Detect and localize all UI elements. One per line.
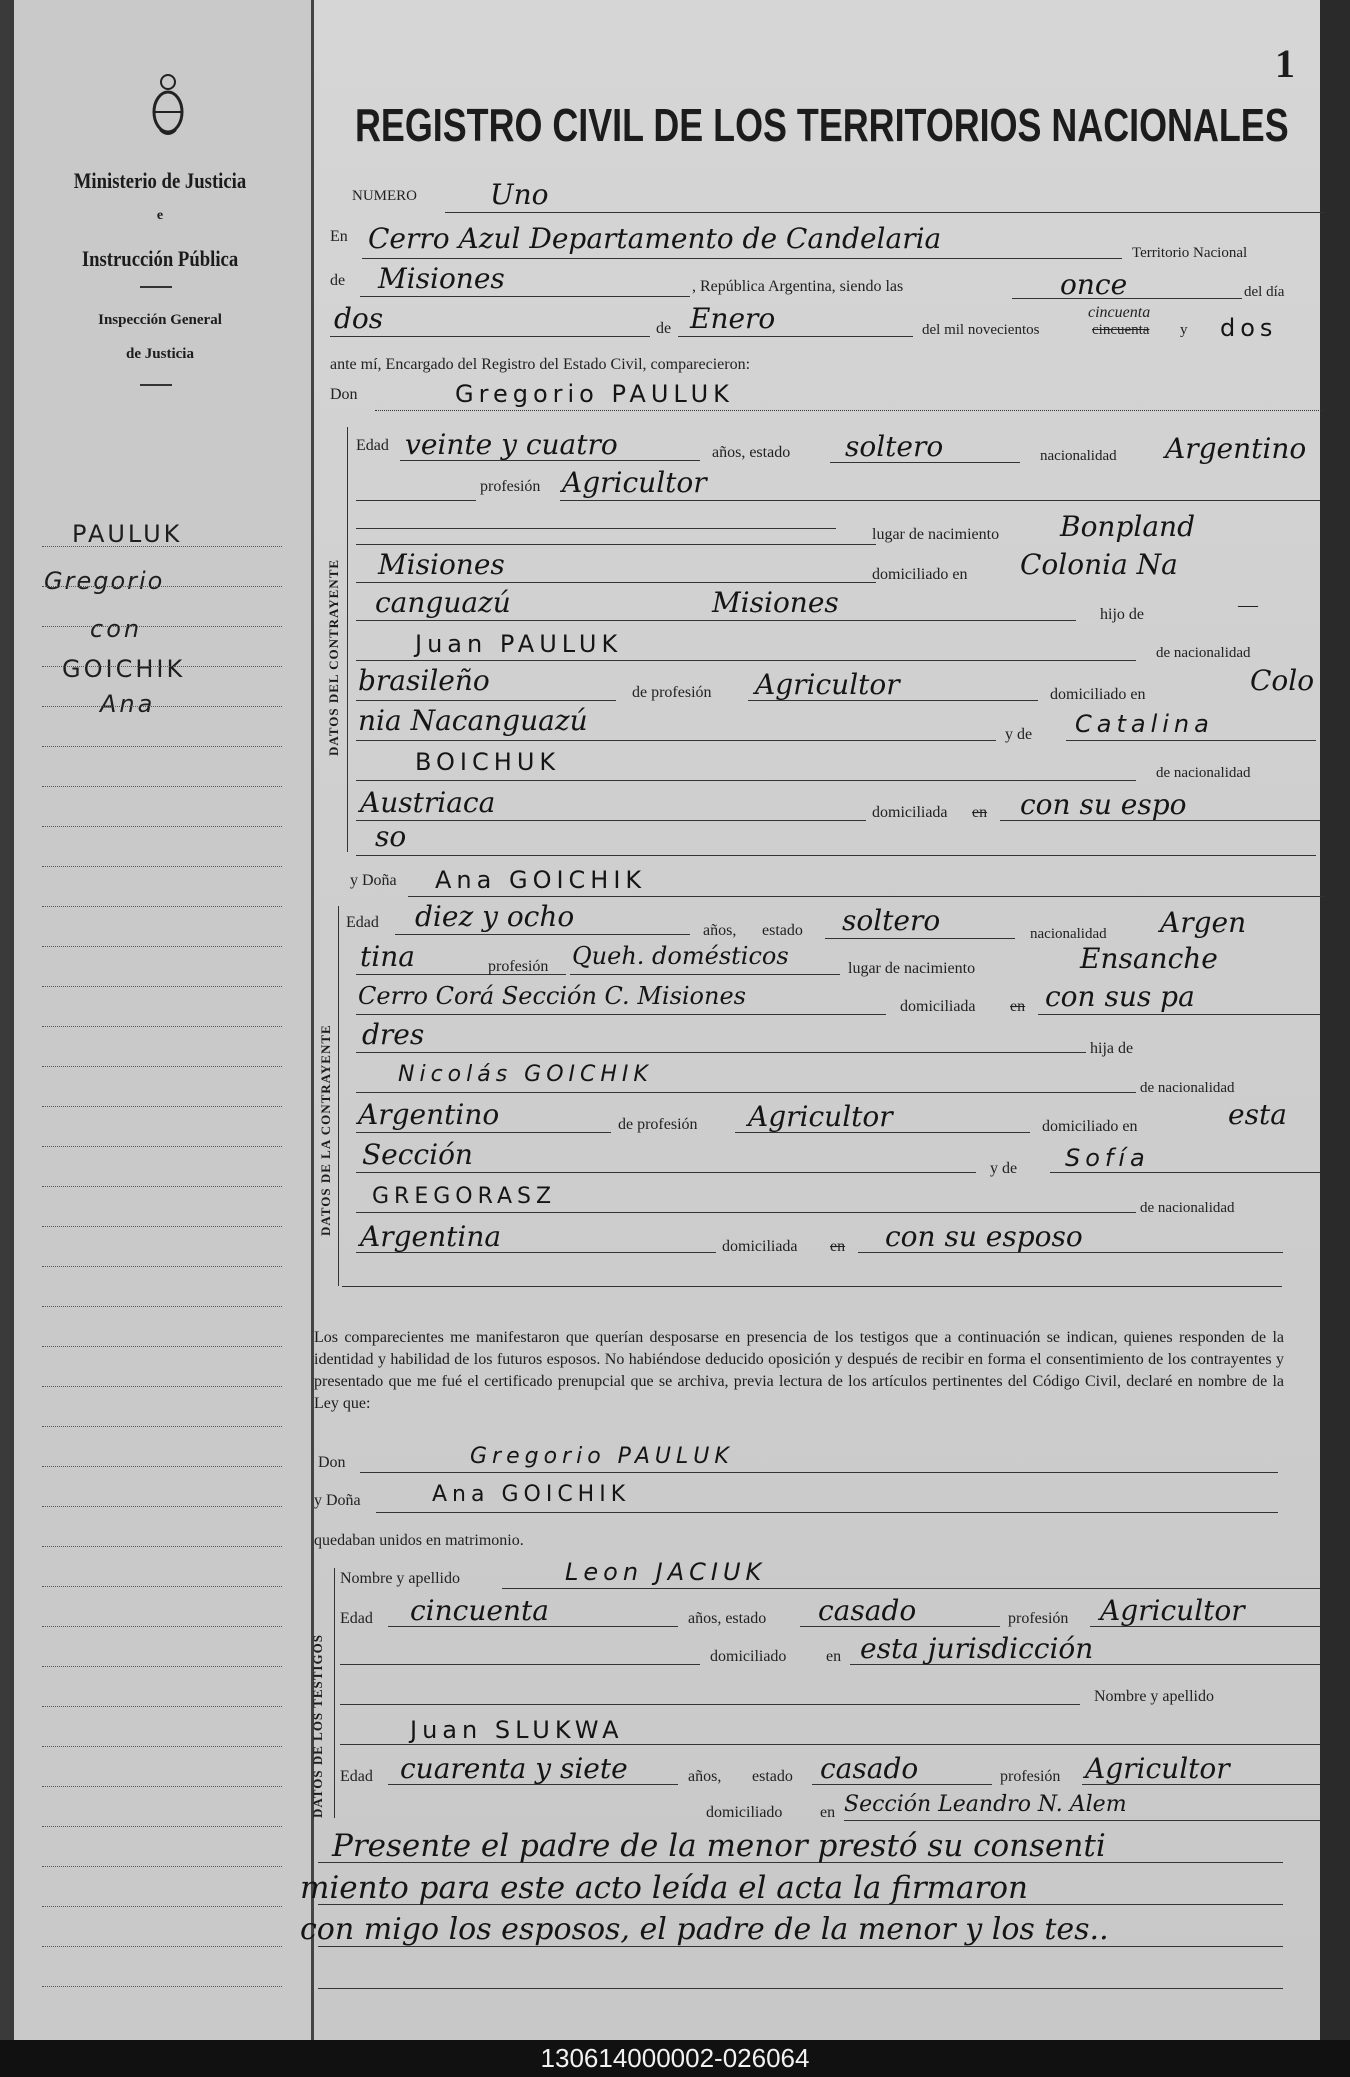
ante-label: ante mí, Encargado del Registro del Estado Civil, comparecieron: bbox=[330, 356, 751, 373]
margin-ruled-line bbox=[42, 1146, 282, 1147]
domicilio2-line bbox=[356, 620, 1076, 621]
en-line bbox=[362, 258, 1122, 259]
padre-domicilio-label: domiciliado en bbox=[1050, 686, 1146, 703]
witness2-en-label: en bbox=[820, 1804, 836, 1821]
profesion-line bbox=[560, 500, 1320, 501]
margin-ruled-line bbox=[42, 666, 282, 667]
section-close-line bbox=[342, 1286, 1282, 1287]
numero-label: NUMERO bbox=[352, 188, 418, 204]
margin-ruled-line bbox=[42, 1946, 282, 1947]
margin-ruled-line bbox=[42, 866, 282, 867]
margin-ruled-line bbox=[42, 1106, 282, 1107]
witness1-name-line bbox=[502, 1588, 1320, 1589]
margin-ruled-line bbox=[42, 586, 282, 587]
anio-correction: cincuenta bbox=[1088, 304, 1151, 321]
y-de-label: y de bbox=[1005, 726, 1033, 743]
declaration-don-line bbox=[360, 1472, 1278, 1473]
lugar2-line bbox=[356, 1014, 886, 1015]
de-profesion-label: de profesión bbox=[618, 1116, 698, 1133]
bride-padre-profesion: Agricultor bbox=[748, 1100, 893, 1133]
witness2-name: Juan SLUKWA bbox=[410, 1716, 624, 1744]
estado-line bbox=[825, 938, 1015, 939]
mes-value: Enero bbox=[690, 302, 776, 335]
margin-ruled-line bbox=[42, 1746, 282, 1747]
bride-domicilio-1: con sus pa bbox=[1045, 980, 1195, 1013]
hija-label: hija de bbox=[1090, 1040, 1134, 1057]
padre-nac-line bbox=[356, 1132, 611, 1133]
bride-lugar-1: Ensanche bbox=[1080, 942, 1218, 975]
padre-dom2-line bbox=[356, 1172, 976, 1173]
padre-dom2-line bbox=[356, 740, 996, 741]
groom-section-label: DATOS DEL CONTRAYENTE bbox=[326, 558, 341, 756]
padre-line bbox=[356, 660, 1136, 661]
dona-label: y Doña bbox=[350, 872, 397, 889]
edad-label: Edad bbox=[346, 914, 379, 931]
madre-domicilio-struck: en bbox=[972, 804, 988, 821]
bride-domicilio-2: dres bbox=[362, 1018, 425, 1051]
territorio-line bbox=[360, 296, 690, 297]
margin-ruled-line bbox=[42, 1826, 282, 1827]
page-number: 1 bbox=[1275, 41, 1295, 86]
dona-line bbox=[408, 896, 1325, 897]
declaration-dona-label: y Doña bbox=[314, 1492, 361, 1509]
anio-struck: cincuenta bbox=[1092, 322, 1150, 338]
lugar-label: lugar de nacimiento bbox=[848, 960, 976, 977]
witness2-edad-label: Edad bbox=[340, 1768, 373, 1785]
margin-ruled-line bbox=[42, 1426, 282, 1427]
groom-edad: veinte y cuatro bbox=[405, 428, 618, 461]
domicilio-struck: en bbox=[1010, 998, 1026, 1015]
dia-line bbox=[330, 336, 650, 337]
de-profesion-label: de profesión bbox=[632, 684, 712, 701]
de-nacionalidad-label: de nacionalidad bbox=[1140, 1200, 1235, 1216]
witness-section-bracket bbox=[334, 1568, 335, 1818]
witness1-estado: casado bbox=[818, 1594, 917, 1627]
profesion-line bbox=[570, 974, 840, 975]
profesion-label: profesión bbox=[488, 958, 549, 975]
bride-madre: Sofía bbox=[1065, 1144, 1150, 1172]
witness2-anios-label: años, bbox=[688, 1768, 722, 1785]
anios-estado-label: años, estado bbox=[712, 444, 791, 461]
inspection-subtitle: de Justicia bbox=[126, 346, 194, 362]
margin-ruled-line bbox=[42, 1346, 282, 1347]
anio-y: y bbox=[1180, 322, 1188, 338]
groom-nacionalidad: Argentino bbox=[1165, 432, 1307, 465]
lugar-label: lugar de nacimiento bbox=[872, 526, 1000, 543]
ministry-subtitle: Instrucción Pública bbox=[81, 246, 239, 271]
page-edge bbox=[1320, 0, 1350, 2040]
ministry-title: Ministerio de Justicia bbox=[73, 168, 247, 193]
padre-nac-line bbox=[356, 700, 616, 701]
margin-ruled-line bbox=[42, 1266, 282, 1267]
bride-lugar-2: Cerro Corá Sección C. Misiones bbox=[358, 982, 746, 1010]
margin-ruled-line bbox=[42, 1546, 282, 1547]
margin-ruled-line bbox=[42, 1626, 282, 1627]
witness2-domicilio: Sección Leandro N. Alem bbox=[844, 1792, 1127, 1817]
margin-ruled-line bbox=[42, 1026, 282, 1027]
groom-padre: Juan PAULUK bbox=[415, 630, 623, 658]
margin-ruled-line bbox=[42, 1306, 282, 1307]
madre-domicilio-struck: en bbox=[830, 1238, 846, 1255]
witness2-estado-label: estado bbox=[752, 1768, 793, 1785]
bride-edad: diez y ocho bbox=[415, 900, 575, 933]
republica-label: , República Argentina, siendo las bbox=[692, 278, 904, 295]
nacionalidad-label: nacionalidad bbox=[1040, 448, 1117, 464]
bride-section-bracket bbox=[338, 906, 339, 1286]
margin-firstname-groom: Gregorio bbox=[44, 567, 165, 595]
bride-section-label: DATOS DE LA CONTRAYENTE bbox=[318, 1024, 333, 1236]
groom-madre-domicilio-2: so bbox=[375, 820, 407, 853]
domicilio-label: domiciliado en bbox=[872, 566, 968, 583]
groom-madre-2: BOICHUK bbox=[415, 748, 561, 776]
witness-nombre2-label: Nombre y apellido bbox=[1094, 1688, 1214, 1705]
witness2-edad: cuarenta y siete bbox=[400, 1752, 628, 1785]
groom-padre-nacionalidad: brasileño bbox=[358, 664, 490, 697]
bride-madre-domicilio: con su esposo bbox=[885, 1220, 1083, 1253]
witness2-estado: casado bbox=[820, 1752, 919, 1785]
mes-line bbox=[678, 336, 913, 337]
dom2-line bbox=[356, 1052, 1086, 1053]
de-nacionalidad-label: de nacionalidad bbox=[1156, 765, 1251, 781]
de-nacionalidad-label: de nacionalidad bbox=[1140, 1080, 1235, 1096]
bride-nac-1: Argen bbox=[1160, 906, 1247, 939]
inspection-title: Inspección General bbox=[98, 312, 222, 328]
witness2-name-line bbox=[340, 1744, 1320, 1745]
don-label: Don bbox=[330, 386, 358, 403]
anio-label: del mil novecientos bbox=[922, 322, 1040, 338]
hijo-label: hijo de bbox=[1100, 606, 1144, 623]
de-nacionalidad-label: de nacionalidad bbox=[1156, 645, 1251, 661]
groom-madre-1: Catalina bbox=[1075, 710, 1214, 738]
margin-ruled-line bbox=[42, 1226, 282, 1227]
witness-anios-label: años, estado bbox=[688, 1610, 767, 1627]
witness1-profesion: Agricultor bbox=[1100, 1594, 1245, 1627]
de-mes-label: de bbox=[656, 320, 672, 337]
margin-ruled-line bbox=[42, 986, 282, 987]
margin-ruled-line bbox=[42, 1706, 282, 1707]
groom-lugar-2: Misiones bbox=[378, 548, 505, 581]
blank-line bbox=[340, 1664, 700, 1665]
hora-value: once bbox=[1060, 268, 1128, 301]
de-label: de bbox=[330, 272, 346, 289]
madre-domicilio-label: domiciliada bbox=[722, 1238, 798, 1255]
edad-label: Edad bbox=[356, 437, 389, 454]
madre2-line bbox=[356, 1212, 1136, 1213]
dia-value: dos bbox=[334, 302, 384, 335]
witness1-domicilio: esta jurisdicción bbox=[860, 1632, 1094, 1665]
notes-line-2: miento para este acto leída el acta la firmaron bbox=[300, 1870, 1028, 1906]
bride-padre: Nicolás GOICHIK bbox=[398, 1062, 653, 1087]
groom-profesion: Agricultor bbox=[562, 466, 707, 499]
en-label: En bbox=[330, 228, 348, 245]
edad-line bbox=[395, 934, 690, 935]
bride-name: Ana GOICHIK bbox=[435, 866, 647, 894]
bride-nac-2: tina bbox=[360, 940, 415, 973]
declaration-bride: Ana GOICHIK bbox=[432, 1482, 631, 1507]
groom-madre-domicilio-1: con su espo bbox=[1020, 788, 1187, 821]
notes-line bbox=[318, 1988, 1283, 1989]
document-id: 130614000002-026064 bbox=[0, 2040, 1350, 2077]
blank-line bbox=[340, 1704, 1080, 1705]
margin-ruled-line bbox=[42, 1506, 282, 1507]
witness-nombre-label: Nombre y apellido bbox=[340, 1570, 460, 1587]
y-de-label: y de bbox=[990, 1160, 1018, 1177]
madre2-line bbox=[356, 780, 1136, 781]
groom-padre-profesion: Agricultor bbox=[755, 668, 900, 701]
coat-of-arms-icon bbox=[150, 70, 186, 140]
bride-madre-nacionalidad: Argentina bbox=[360, 1220, 502, 1253]
witness-en-label: en bbox=[826, 1648, 842, 1665]
book-spine bbox=[0, 0, 14, 2040]
bride-madre-apellido: GREGORASZ bbox=[372, 1184, 557, 1209]
margin-ruled-line bbox=[42, 1906, 282, 1907]
margin-ruled-line bbox=[42, 906, 282, 907]
groom-domicilio-2: canguazú bbox=[375, 586, 511, 619]
bride-padre-nacionalidad: Argentino bbox=[358, 1098, 500, 1131]
groom-padre-domicilio-2: nia Nacanguazú bbox=[358, 704, 588, 737]
margin-surname-bride: GOICHIK bbox=[62, 655, 186, 683]
margin-firstname-bride: Ana bbox=[100, 690, 156, 718]
padre-line bbox=[356, 1092, 1136, 1093]
deldia-label: del día bbox=[1244, 284, 1285, 300]
witness2-profesion: Agricultor bbox=[1085, 1752, 1230, 1785]
notes-line-3: con migo los esposos, el padre de la menor y los tes.. bbox=[300, 1912, 1109, 1947]
lugar2-line bbox=[356, 582, 876, 583]
madre-line bbox=[1050, 1172, 1320, 1173]
groom-padre-domicilio-1: Colo bbox=[1250, 664, 1315, 697]
declaration-don-label: Don bbox=[318, 1454, 346, 1471]
register-title: REGISTRO CIVIL DE LOS TERRITORIOS NACIONALES bbox=[355, 99, 1289, 151]
groom-section-bracket bbox=[347, 427, 348, 852]
margin-conjunction: con bbox=[90, 615, 143, 643]
margin-ruled-line bbox=[42, 946, 282, 947]
declaration-dona-line bbox=[376, 1512, 1278, 1513]
declaration-groom: Gregorio PAULUK bbox=[470, 1444, 734, 1469]
margin-ruled-line bbox=[42, 1066, 282, 1067]
margin-ruled-line bbox=[42, 1666, 282, 1667]
left-margin-column bbox=[14, 0, 314, 2040]
groom-domicilio-3: Misiones bbox=[712, 586, 839, 619]
padre-domicilio-label: domiciliado en bbox=[1042, 1118, 1138, 1135]
madre-dom2-line bbox=[356, 855, 1316, 856]
lugar-line bbox=[356, 544, 876, 545]
anios-label: años, bbox=[703, 922, 737, 939]
estado-label: estado bbox=[762, 922, 803, 939]
groom-lugar-1: Bonpland bbox=[1060, 510, 1195, 543]
witness2-dom-line bbox=[844, 1820, 1320, 1821]
groom-domicilio-1: Colonia Na bbox=[1020, 548, 1178, 581]
bride-padre-domicilio-1: esta bbox=[1228, 1098, 1287, 1131]
territorio-label: Territorio Nacional bbox=[1132, 245, 1248, 261]
margin-ruled-line bbox=[42, 826, 282, 827]
witness1-edad: cincuenta bbox=[410, 1594, 549, 1627]
territorio-value: Misiones bbox=[378, 262, 505, 295]
margin-surname-groom: PAULUK bbox=[72, 520, 183, 548]
groom-name: Gregorio PAULUK bbox=[455, 380, 734, 408]
witness-edad-label: Edad bbox=[340, 1610, 373, 1627]
blank-line bbox=[356, 500, 476, 501]
bride-profesion: Queh. domésticos bbox=[572, 942, 789, 970]
margin-ruled-line bbox=[42, 1786, 282, 1787]
declaration-text: Los comparecientes me manifestaron que querían desposarse en presencia de los testigos que a continuación se indican, quienes responden de la identidad y habilidad de los futuros esposos. No habiéndose deducido oposición y después de recibir en forma el consentimiento de los contrayentes y presentado que me fué el certificado prenupcial que se archiva, previa lectura de los artículos pertinentes del Código Civil, declaré en nombre de la Ley que: bbox=[314, 1329, 1284, 1412]
bride-padre-domicilio-2: Sección bbox=[362, 1138, 473, 1171]
margin-ruled-line bbox=[42, 1986, 282, 1987]
dom-line bbox=[1038, 1014, 1320, 1015]
domicilio-label: domiciliada bbox=[900, 998, 976, 1015]
witness-profesion-label: profesión bbox=[1008, 1610, 1069, 1627]
margin-ruled-line bbox=[42, 1866, 282, 1867]
notes-line-1: Presente el padre de la menor prestó su consenti bbox=[332, 1828, 1106, 1864]
margin-ruled-line bbox=[42, 706, 282, 707]
anio-unit: dos bbox=[1220, 314, 1278, 342]
margin-ruled-line bbox=[42, 546, 282, 547]
madre-domicilio-label: domiciliada bbox=[872, 804, 948, 821]
sidebar-divider bbox=[140, 384, 172, 386]
witness-section-label: DATOS DE LOS TESTIGOS bbox=[310, 1634, 325, 1818]
don-line bbox=[375, 410, 1325, 411]
witness-domicilio-label: domiciliado bbox=[710, 1648, 787, 1665]
witness1-name: Leon JACIUK bbox=[565, 1558, 767, 1586]
sidebar-divider bbox=[140, 286, 172, 288]
margin-ruled-line bbox=[42, 1466, 282, 1467]
groom-estado: soltero bbox=[845, 430, 944, 463]
margin-ruled-line bbox=[42, 1386, 282, 1387]
margin-ruled-line bbox=[42, 786, 282, 787]
hijo-dash: — bbox=[1238, 594, 1258, 616]
declaration-closing: quedaban unidos en matrimonio. bbox=[314, 1532, 524, 1549]
margin-ruled-line bbox=[42, 746, 282, 747]
witness2-profesion-label: profesión bbox=[1000, 1768, 1061, 1785]
nacionalidad-label: nacionalidad bbox=[1030, 926, 1107, 942]
bride-estado: soltero bbox=[842, 904, 941, 937]
numero-line bbox=[445, 212, 1325, 213]
ministry-conjunction: e bbox=[156, 208, 164, 223]
margin-ruled-line bbox=[42, 1586, 282, 1587]
blank-line bbox=[356, 528, 836, 529]
margin-ruled-line bbox=[42, 626, 282, 627]
groom-madre-nacionalidad: Austriaca bbox=[360, 786, 496, 819]
place-value: Cerro Azul Departamento de Candelaria bbox=[368, 222, 942, 255]
madre-line bbox=[1066, 740, 1316, 741]
act-number: Uno bbox=[490, 178, 549, 211]
margin-ruled-line bbox=[42, 1186, 282, 1187]
witness2-domicilio-label: domiciliado bbox=[706, 1804, 783, 1821]
madre-nac-line bbox=[356, 820, 866, 821]
profesion-label: profesión bbox=[480, 478, 541, 495]
